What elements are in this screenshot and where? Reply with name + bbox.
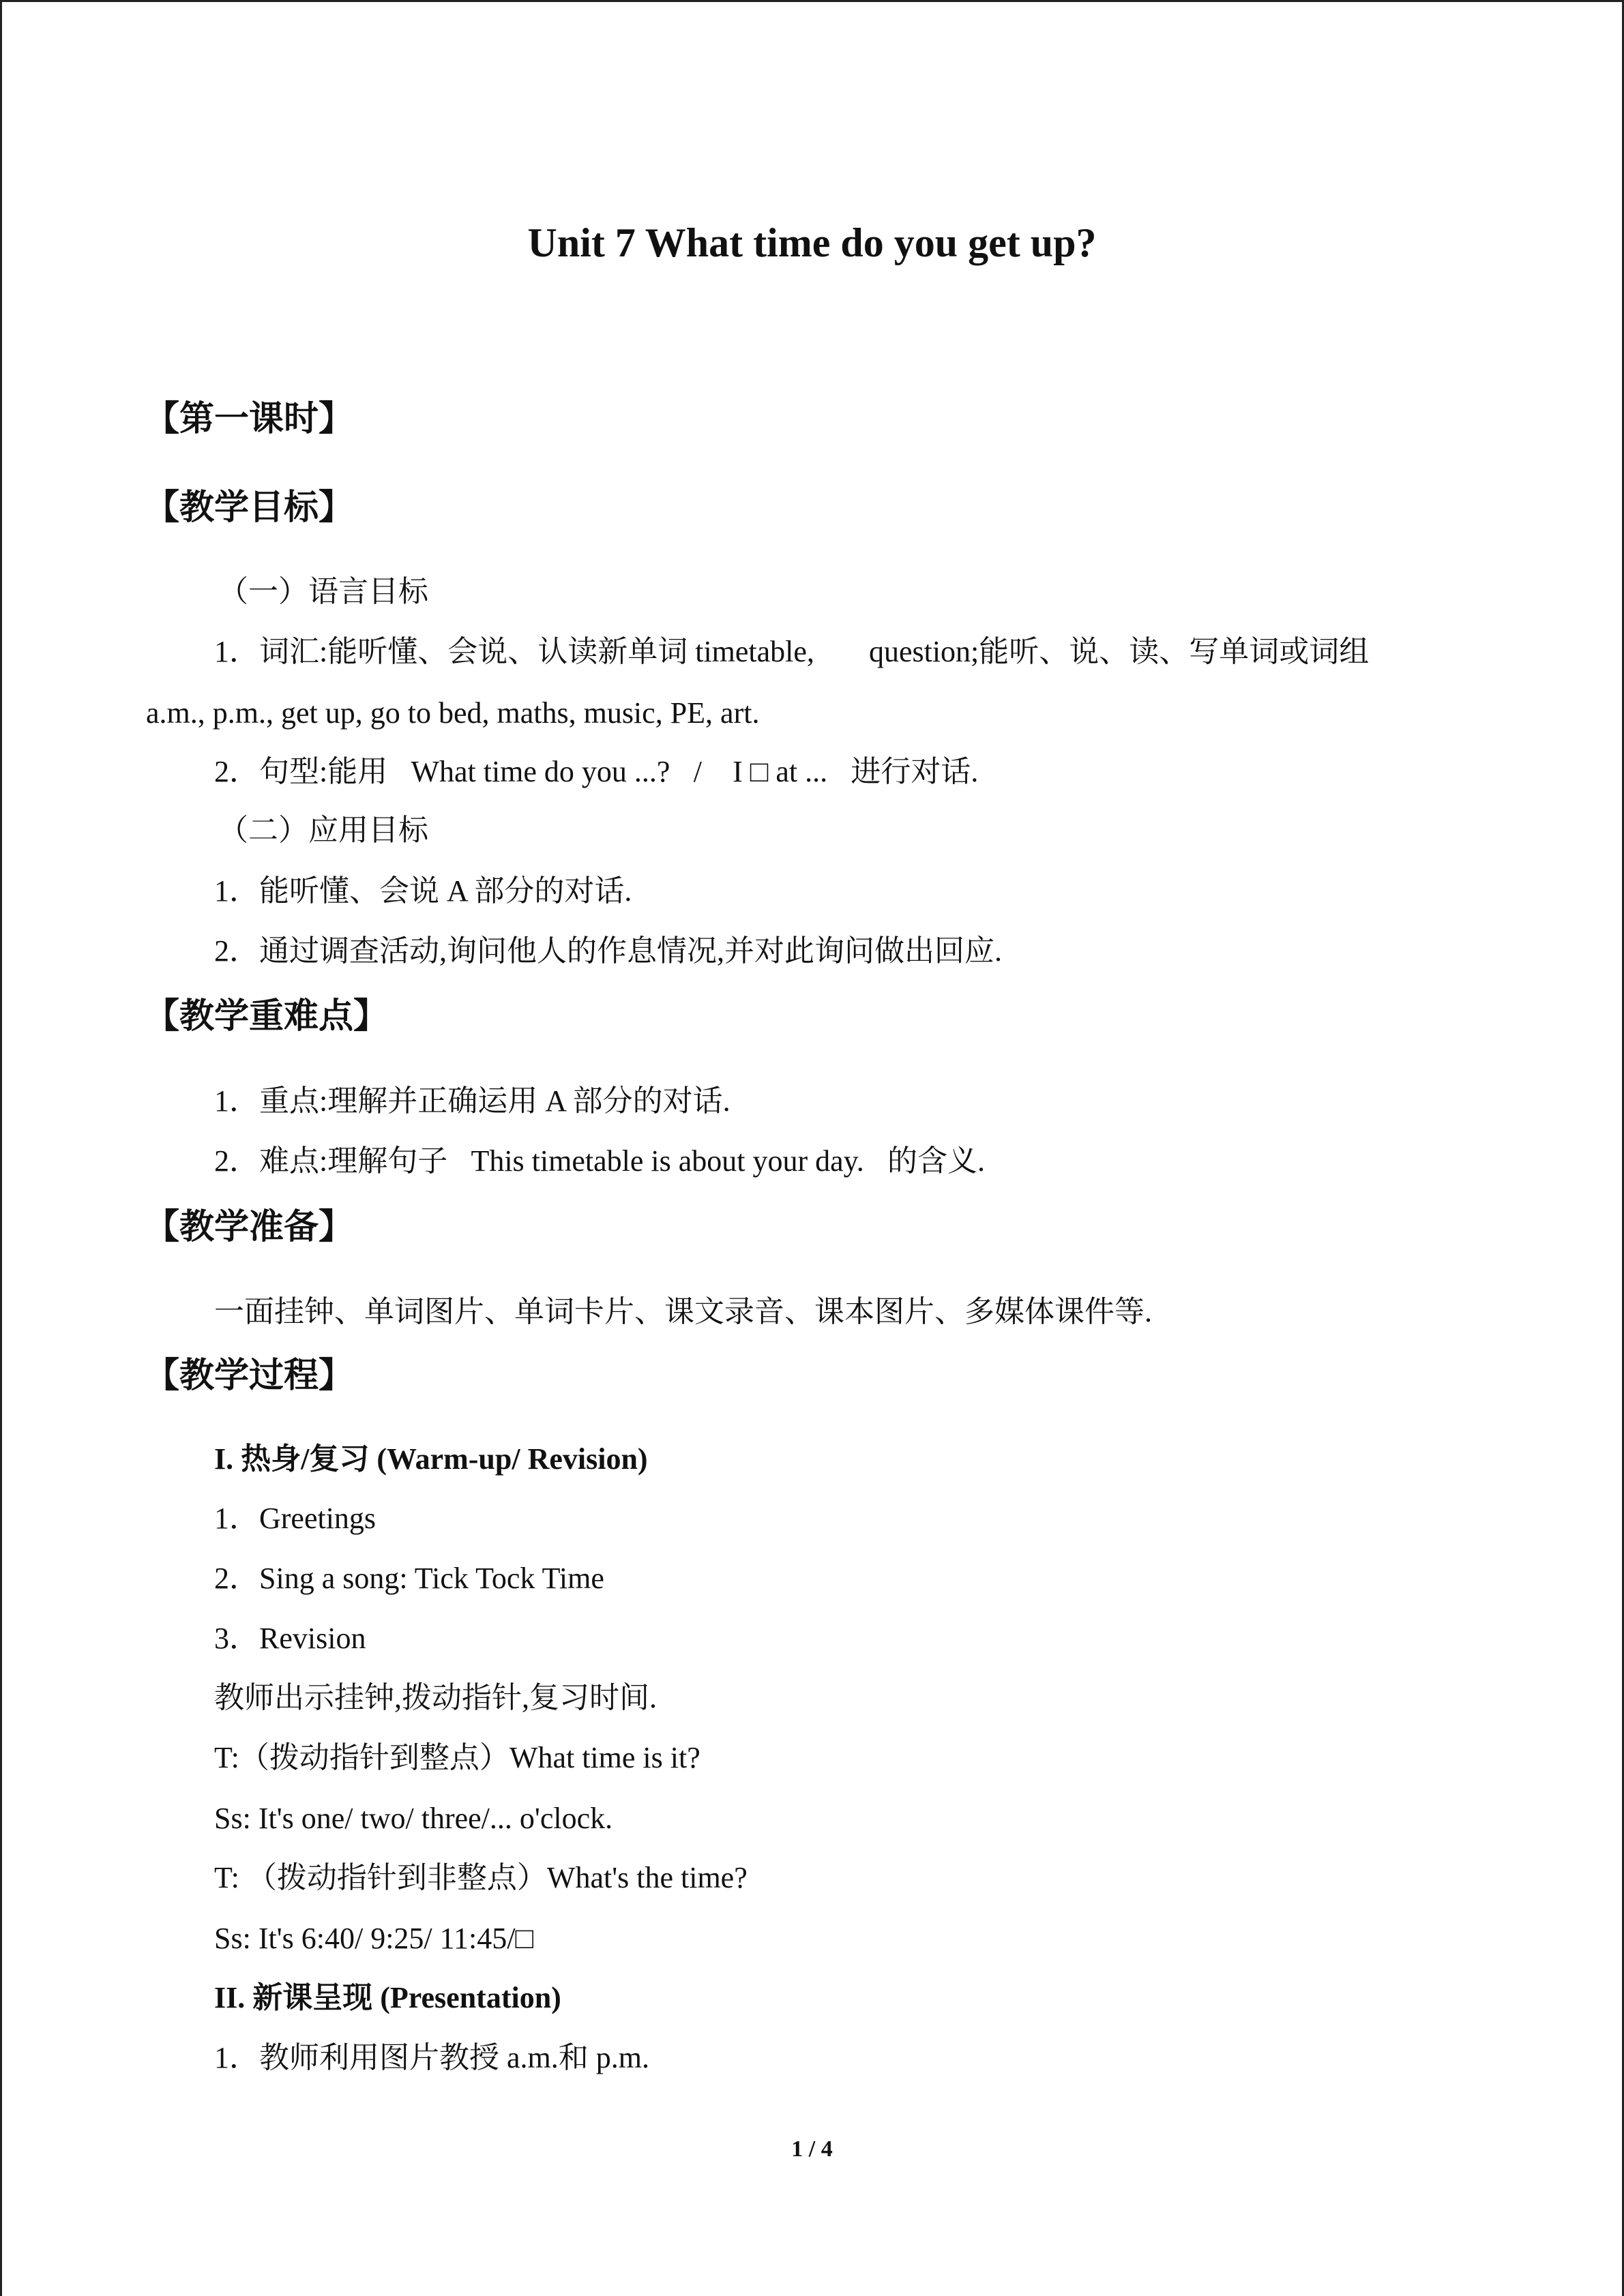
application-goal-heading: （二）应用目标 [218, 814, 428, 847]
vocabulary-text-a: 1．词汇:能听懂、会说、认读新单词 timetable, [214, 635, 814, 668]
process-line-9: 1．教师利用图片教授 a.m.和 p.m. [214, 2041, 649, 2074]
process-part-1-heading: I. 热身/复习 (Warm-up/ Revision) [214, 1442, 648, 1476]
page-number: 1 / 4 [791, 2136, 833, 2162]
process-line-1: 1．Greetings [214, 1502, 377, 1535]
process-line-2: 2．Sing a song: Tick Tock Time [214, 1562, 604, 1595]
process-line-6: Ss: It's one/ two/ three/... o'clock. [214, 1802, 613, 1835]
process-line-8: Ss: It's 6:40/ 9:25/ 11:45/□ [214, 1922, 534, 1955]
section-heading-objectives: 【教学目标】 [145, 488, 354, 528]
process-line-4: 教师出示挂钟,拨动指针,复习时间. [214, 1681, 657, 1714]
section-heading-preparation: 【教学准备】 [145, 1207, 354, 1247]
key-point-item-2: 2．难点:理解句子 This timetable is about your day. 的含义. [214, 1144, 986, 1178]
language-goal-heading: （一）语言目标 [218, 575, 428, 608]
process-part-2-heading: II. 新课呈现 (Presentation) [214, 1981, 561, 2014]
application-item-2: 2．通过调查活动,询问他人的作息情况,并对此询问做出回应. [214, 934, 1002, 968]
page-border-left [0, 0, 2, 2296]
process-line-3: 3．Revision [214, 1622, 366, 1655]
vocabulary-line [214, 631, 1369, 672]
process-line-5: T:（拨动指针到整点）What time is it? [214, 1741, 700, 1774]
application-item-1: 1．能听懂、会说 A 部分的对话. [214, 874, 632, 908]
section-heading-process: 【教学过程】 [145, 1356, 354, 1396]
section-heading-lesson: 【第一课时】 [145, 399, 354, 439]
section-heading-key-points: 【教学重难点】 [145, 996, 389, 1037]
vocabulary-text-b: question;能听、说、读、写单词或词组 [868, 635, 1370, 668]
sentence-pattern-line: 2．句型:能用 What time do you ...? /  I □ at ... 进行对话. [214, 755, 979, 788]
key-point-item-1: 1．重点:理解并正确运用 A 部分的对话. [214, 1084, 730, 1118]
document-title: Unit 7 What time do you get up? [527, 220, 1097, 265]
process-line-7: T: （拨动指针到非整点）What's the time? [214, 1861, 748, 1894]
page-border-top [0, 0, 1624, 2]
vocabulary-line-continued: a.m., p.m., get up, go to bed, maths, music, PE, art. [146, 696, 760, 730]
preparation-text: 一面挂钟、单词图片、单词卡片、课文录音、课本图片、多媒体课件等. [214, 1295, 1152, 1328]
